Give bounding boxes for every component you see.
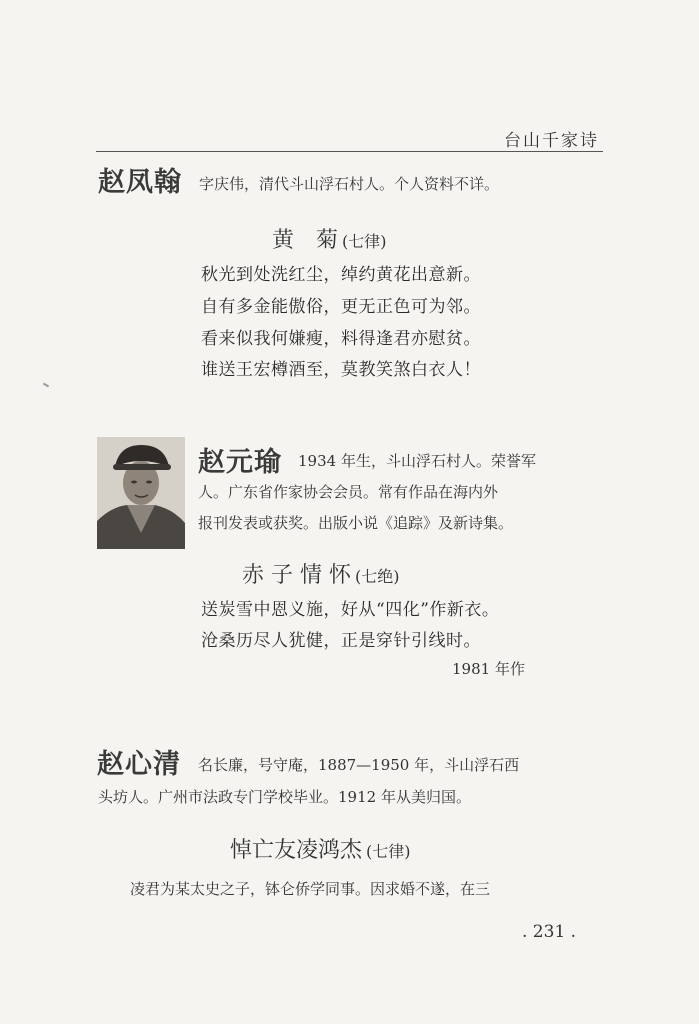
page-number: . 231 .: [522, 922, 577, 942]
author-bio-line: 人。广东省作家协会会员。常有作品在海内外: [198, 483, 499, 501]
poem-line: 自有多金能傲俗，更无正色可为邻。: [201, 297, 481, 317]
poem-title-text: 悼亡友凌鸿杰: [230, 838, 363, 863]
author-bio-line: 1934 年生，斗山浮石村人。荣誉军: [298, 452, 536, 470]
poem-title: [272, 223, 387, 254]
author-name-zhao-yuanyu: 赵元瑜: [198, 447, 282, 478]
poem-title-text: 赤 子 情 怀: [242, 563, 351, 588]
portrait-image: [97, 437, 185, 549]
running-header: 台山千家诗: [504, 131, 599, 151]
poem-form: (七绝): [354, 567, 400, 586]
poem-line: 秋光到处洗红尘，绰约黄花出意新。: [201, 265, 481, 285]
author-portrait-photo: [97, 437, 185, 549]
author-name-zhao-fenghan: 赵凤翰: [98, 167, 182, 198]
poem-title-text: 黄 菊: [272, 228, 339, 253]
poem-line: 谁送王宏樽酒至，莫教笑煞白衣人！: [201, 360, 481, 380]
poem-preface: 凌君为某太史之子，钵仑侨学同事。因求婚不遂，在三: [130, 880, 491, 898]
author-bio-line: 头坊人。广州市法政专门学校毕业。1912 年从美归国。: [98, 788, 471, 806]
poem-form: (七律): [366, 842, 411, 861]
author-bio-line: 报刊发表或获奖。出版小说《追踪》及新诗集。: [198, 514, 514, 532]
author-name-zhao-xinqing: 赵心清: [97, 749, 181, 780]
poem-title: [230, 833, 411, 864]
header-rule: [96, 151, 603, 152]
page-mark: [43, 383, 49, 388]
poem-line: 看来似我何嫌瘦，料得逢君亦慰贫。: [201, 329, 481, 349]
poem-line: 送炭雪中恩义施，好从“四化”作新衣。: [201, 600, 500, 620]
poem-line: 沧桑历尽人犹健，正是穿针引线时。: [201, 631, 481, 651]
poem-title: [242, 558, 399, 589]
composition-date: 1981 年作: [452, 660, 525, 678]
author-bio-line: 名长廉，号守庵，1887—1950 年，斗山浮石西: [198, 756, 520, 774]
poem-form: (七律): [342, 232, 387, 251]
author-bio: 字庆伟，清代斗山浮石村人。个人资料不详。: [199, 175, 500, 193]
